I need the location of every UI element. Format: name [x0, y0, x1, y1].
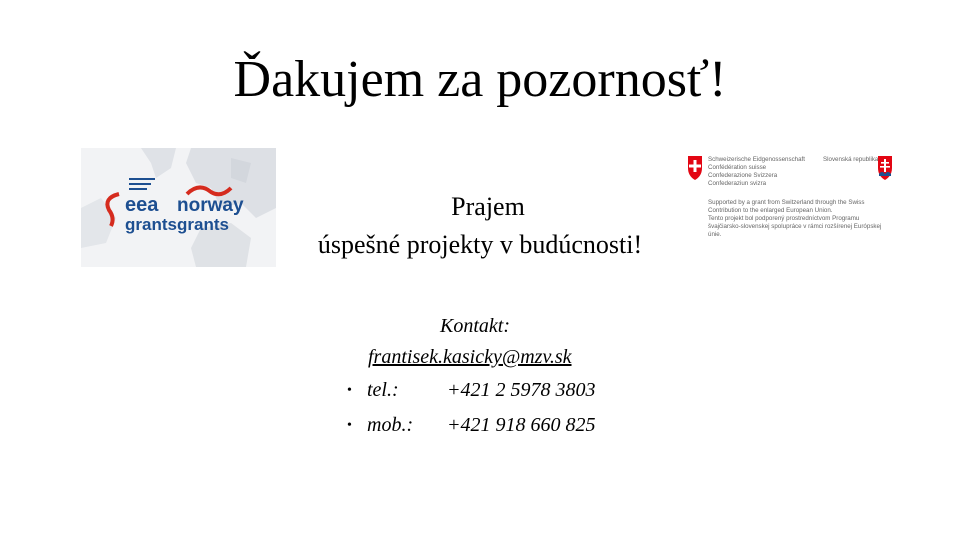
tel-value: +421 2 5978 3803 — [447, 379, 596, 401]
swiss-support-line-4: švajčiarsko-slovenskej spolupráce v rámci rozšírenej Európskej — [708, 223, 882, 230]
norway-text: norway — [177, 195, 244, 216]
email-link[interactable]: frantisek.kasicky@mzv.sk — [368, 346, 572, 368]
mob-value: +421 918 660 825 — [447, 414, 596, 436]
swiss-name-it: Confederazione Svizzera — [708, 172, 778, 179]
mob-label: mob.: — [367, 414, 414, 436]
norway-grants-text: grants — [177, 215, 229, 234]
slide-title: Ďakujem za pozornosť! — [233, 51, 727, 108]
contact-label: Kontakt: — [440, 315, 510, 337]
swiss-name-rm: Confederaziun svizra — [708, 180, 767, 187]
eea-norway-grants-logo — [81, 148, 276, 267]
swiss-name-de: Schweizerische Eidgenossenschaft — [708, 156, 805, 163]
bullet-icon: • — [347, 383, 352, 398]
wish-line-2: úspešné projekty v budúcnosti! — [317, 230, 643, 259]
slovak-republic-name: Slovenská republika — [823, 156, 879, 163]
swiss-support-line-3: Tento projekt bol podporený prostredníctvom Programu — [708, 215, 860, 222]
wish-line-1: Prajem — [451, 192, 525, 221]
tel-label: tel.: — [367, 379, 399, 401]
eea-text: eea — [125, 194, 159, 216]
swiss-support-line-5: únie. — [708, 231, 722, 238]
swiss-support-line-2: Contribution to the enlarged European Union. — [708, 207, 833, 214]
swiss-contribution-logo — [678, 152, 898, 258]
slovak-coat-of-arms-icon — [878, 156, 892, 180]
swiss-coat-of-arms-icon — [688, 156, 702, 180]
swiss-support-line-1: Supported by a grant from Switzerland through the Swiss — [708, 199, 865, 206]
bullet-icon: • — [347, 418, 352, 433]
eea-grants-text: grants — [125, 215, 177, 234]
eea-grants-map-graphic — [81, 148, 276, 267]
swiss-name-fr: Confédération suisse — [708, 164, 767, 171]
swiss-contribution-graphic — [678, 152, 898, 258]
